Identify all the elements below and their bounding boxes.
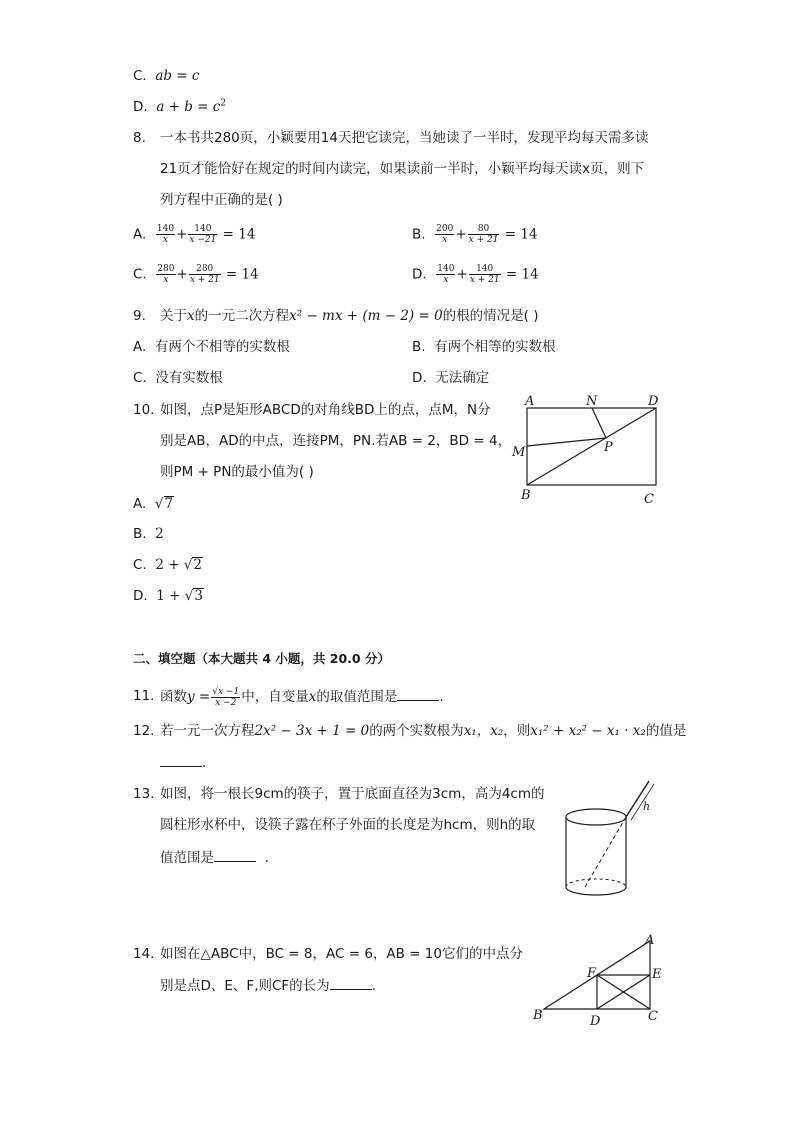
q10-stem-line1: 如图，点P是矩形ABCD的对角线BD上的点，点M，N分 (160, 402, 491, 418)
q10-number: 10. (133, 402, 155, 418)
label-a: A (525, 394, 535, 409)
label-d: D (648, 394, 659, 409)
q11-answer-blank[interactable] (397, 686, 439, 701)
chopstick-inside (585, 817, 626, 887)
q9-option-c: C. 没有实数根 (133, 370, 223, 386)
q14-number: 14. (133, 946, 155, 962)
q9-option-b: B. 有两个相等的实数根 (412, 339, 556, 355)
q8-stem-line1: 一本书共280页，小颖要用14天把它读完，当她读了一半时，发现平均每天需多读 (160, 130, 649, 146)
label-m: M (512, 445, 526, 460)
cup-rim (566, 809, 626, 825)
label-c: C (648, 1009, 658, 1024)
q9-option-a: A. 有两个不相等的实数根 (133, 339, 290, 355)
q13-number: 13. (133, 786, 155, 802)
q13-answer-blank[interactable] (214, 847, 256, 862)
q9-option-d: D. 无法确定 (412, 370, 490, 386)
q9-stem: 关于x的一元二次方程x² − mx + (m − 2) = 0的根的情况是( ) (160, 308, 539, 324)
label-f: F (587, 966, 597, 981)
q11-stem: 函数y = $\frac{√x -1}{x -2}$ 中，自变量x的取值范围是 . (160, 686, 444, 708)
q9-number: 9. (133, 308, 146, 324)
label-h: h (643, 800, 651, 813)
q12-number: 12. (133, 723, 155, 739)
q8-number: 8. (133, 130, 146, 146)
q8-stem-line2: 21页才能恰好在规定的时间内读完，如果读前一半时，小颖平均每天读x页，则下 (160, 161, 645, 177)
q10-option-c: C. 2 + √2 (133, 557, 202, 573)
label-p: P (604, 440, 613, 455)
q14-answer-blank[interactable] (330, 975, 372, 990)
q13-stem-line1: 如图，将一根长9cm的筷子，置于底面直径为3cm，高为4cm的 (160, 786, 545, 802)
q12-stem-line1: 若一元一次方程2x² − 3x + 1 = 0的两个实数根为x₁，x₂，则x₁² + x₂² − x₁ · x₂的值是 (160, 723, 687, 739)
label-e: E (652, 967, 662, 982)
q7-option-d: D. $a + b = c^2$ (133, 98, 227, 115)
section-title-fill-in: 二、填空题（本大题共 4 小题，共 20.0 分） (133, 651, 390, 666)
q10-option-a: A. √7 (133, 496, 174, 512)
q10-rectangle-figure (508, 393, 668, 508)
q7-option-c: C. ab = c (133, 68, 200, 84)
cup-bottom-back (566, 879, 626, 887)
segment-pn (592, 408, 606, 438)
label-d: D (590, 1014, 601, 1029)
q12-answer-blank[interactable] (160, 752, 202, 767)
q8-option-a: A. $\frac{140}{x}$ + $\frac{140}{x -21}$ = 14 (133, 224, 256, 245)
q13-stem-line2: 圆柱形水杯中，设筷子露在杯子外面的长度是为hcm，则h的取 (160, 817, 536, 833)
q12-stem-line2: . (160, 752, 206, 773)
q8-option-c: C. $\frac{280}{x}$ + $\frac{280}{x + 21}$ = 14 (133, 264, 259, 285)
q10-stem-line2: 别是AB，AD的中点，连接PM，PN.若AB = 2，BD = 4， (160, 433, 512, 449)
label-b: B (533, 1008, 543, 1023)
q11-number: 11. (133, 688, 155, 704)
diagonal-bd (527, 408, 656, 485)
cup-bottom-front (566, 887, 626, 895)
label-a: A (645, 933, 655, 948)
q13-stem-line3: 值范围是 . (160, 847, 269, 868)
q14-stem-line2: 别是点D、E、F,则CF的长为 . (160, 975, 376, 996)
q10-option-b: B. 2 (133, 526, 164, 542)
q10-stem-line3: 则PM + PN的最小值为( ) (160, 464, 314, 480)
label-c: C (644, 492, 654, 507)
q10-option-d: D. 1 + √3 (133, 588, 203, 604)
q8-option-b: B. $\frac{200}{x}$ + $\frac{80}{x + 21}$ = 14 (412, 224, 538, 245)
label-b: B (521, 488, 531, 503)
q14-triangle-figure (528, 930, 678, 1030)
q8-option-d: D. $\frac{140}{x}$ + $\frac{140}{x + 21}$ = 14 (412, 264, 539, 285)
q8-stem-line3: 列方程中正确的是( ) (160, 192, 283, 208)
q13-cylinder-figure (555, 775, 675, 905)
label-n: N (586, 394, 598, 409)
q14-stem-line1: 如图在△ABC中，BC = 8，AC = 6，AB = 10它们的中点分 (160, 946, 523, 962)
